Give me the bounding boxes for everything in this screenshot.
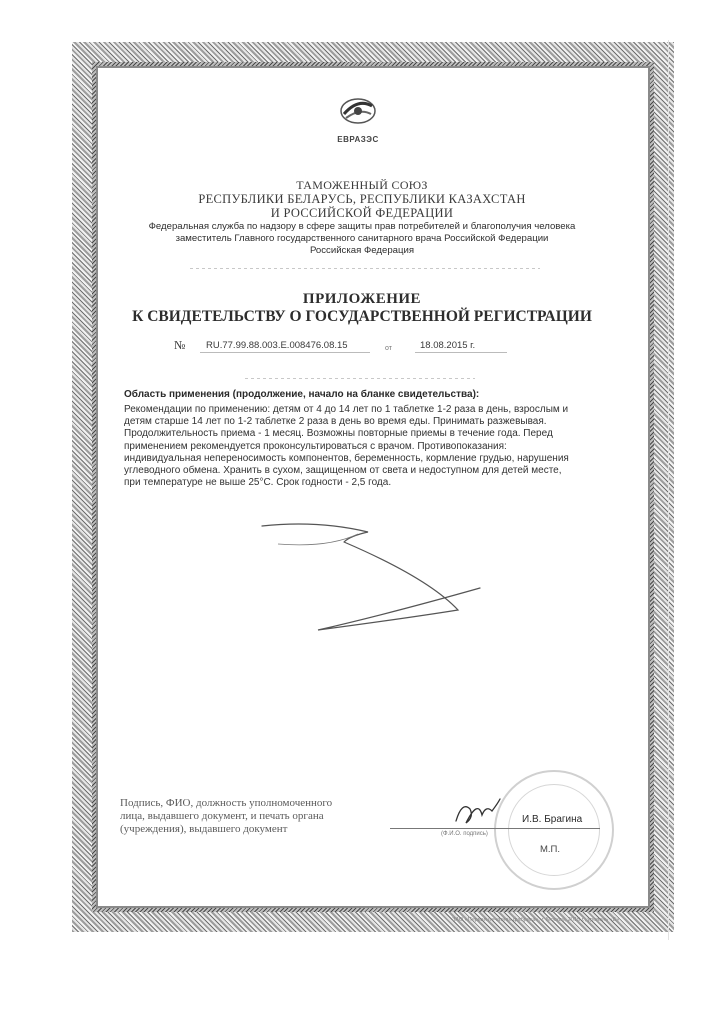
title-line-2: К СВИДЕТЕЛЬСТВУ О ГОСУДАРСТВЕННОЙ РЕГИСТРАЦИИ: [132, 308, 592, 325]
agency-line-1: Федеральная служба по надзору в сфере защиты прав потребителей и благополучия человека: [148, 221, 576, 232]
registration-number: RU.77.99.88.003.Е.008476.08.15: [206, 340, 348, 351]
scan-edge: [668, 40, 669, 940]
divider-line-2: [245, 378, 475, 379]
official-seal-stamp: [494, 770, 614, 890]
section-title: Область применения (продолжение, начало на бланке свидетельства):: [124, 389, 480, 400]
union-line-1: ТАМОЖЕННЫЙ СОЮЗ: [296, 178, 428, 192]
date-underline: [415, 352, 507, 353]
caption-line-2: лица, выдавшего документ, и печать органа: [120, 810, 324, 822]
printer-imprint: ЗАО «Первая печатная фабрика», г. Москва, 2015 г., уровень «Б»: [452, 917, 620, 923]
document-title: [108, 290, 616, 326]
seal-label: М.П.: [540, 844, 561, 855]
title-line-1: ПРИЛОЖЕНИЕ: [302, 291, 422, 307]
handwritten-signature: [452, 795, 502, 829]
eurasec-emblem-icon: [338, 94, 378, 128]
divider-line: [190, 268, 540, 269]
agency-block: [112, 221, 612, 257]
customs-union-header: [150, 178, 574, 220]
usage-paragraph: Рекомендации по применению: детям от 4 до 14 лет по 1 таблетке 1-2 раза в день, взрослым и детям старше 14 лет по 1-2 таблетке 2 раза в день во время еды. Принимать разжевывая. Продолжительность приема - 1 месяц. Возможны повторные приемы в течение года. Перед применением рекомендуется проконсультироваться с врачом. Противопоказания: индивидуальная непереносимость компонентов, беременность, кормление грудью, нарушения углеводного обмена. Хранить в сухом, защищенном от света и недоступном для детей месте, при температуре не выше 25°С. Срок годности - 2,5 года.: [124, 404, 569, 489]
signature-hint: (Ф.И.О. подпись): [441, 831, 488, 837]
signatory-name: И.В. Брагина: [522, 814, 583, 825]
agency-line-2: заместитель Главного государственного санитарного врача Российской Федерации: [175, 233, 549, 244]
registration-date: 18.08.2015 г.: [420, 340, 476, 351]
logo-text: ЕВРАЗЭС: [337, 135, 379, 144]
signature-line: [390, 828, 600, 829]
signature-caption: [120, 797, 390, 836]
z-cancellation-mark: [258, 518, 484, 636]
union-line-2: РЕСПУБЛИКИ БЕЛАРУСЬ, РЕСПУБЛИКИ КАЗАХСТАН: [198, 192, 526, 206]
agency-line-3: Российская Федерация: [309, 245, 415, 256]
caption-line-3: (учреждения), выдавшего документ: [120, 823, 288, 835]
union-line-3: И РОССИЙСКОЙ ФЕДЕРАЦИИ: [270, 206, 454, 220]
eurasec-logo: [326, 94, 390, 156]
caption-line-1: Подпись, ФИО, должность уполномоченного: [120, 797, 333, 809]
from-label: от: [385, 345, 392, 352]
number-underline: [200, 352, 370, 353]
number-sign: №: [174, 338, 186, 352]
